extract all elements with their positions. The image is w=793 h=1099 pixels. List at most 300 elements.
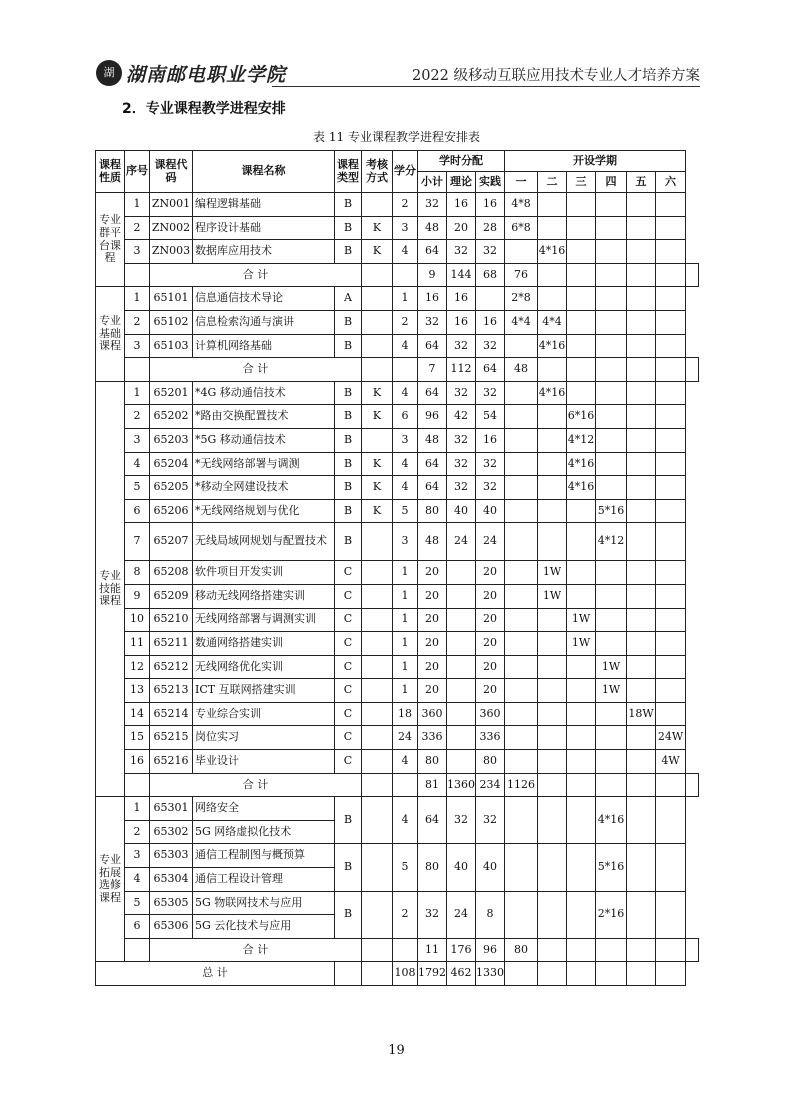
course-name-cell: 数通网络搭建实训 (193, 632, 335, 656)
credit-cell: 4 (393, 797, 418, 844)
credit-cell: 4 (393, 334, 418, 358)
seq-cell: 9 (125, 584, 150, 608)
semester-cell (627, 240, 656, 264)
hours-total-cell: 1792 (418, 962, 447, 986)
course-code-cell: 65205 (150, 476, 193, 500)
hours-total-cell: 20 (418, 561, 447, 585)
course-row (96, 428, 699, 452)
course-row (96, 523, 699, 561)
semester-cell: 2*16 (596, 891, 627, 938)
semester-cell (596, 240, 627, 264)
course-row (96, 193, 699, 217)
semester-cell (627, 287, 656, 311)
course-code-cell: 65211 (150, 632, 193, 656)
semester-cell (656, 381, 686, 405)
semester-cell (567, 381, 596, 405)
semester-cell (596, 381, 627, 405)
course-type-cell: A (335, 287, 362, 311)
course-type-cell: B (335, 452, 362, 476)
hours-theory-cell: 20 (447, 216, 476, 240)
hours-theory-cell (447, 679, 476, 703)
course-name-cell: 通信工程设计管理 (193, 868, 335, 892)
seq-cell: 1 (125, 381, 150, 405)
course-type-cell: B (335, 216, 362, 240)
course-code-cell: 65202 (150, 405, 193, 429)
seq-cell: 3 (125, 240, 150, 264)
course-code-cell: 65204 (150, 452, 193, 476)
hours-total-cell: 32 (418, 193, 447, 217)
semester-cell (567, 891, 596, 938)
course-row (96, 632, 699, 656)
section-title: 2．专业课程教学进程安排 (122, 101, 286, 117)
header-credit: 学分 (393, 151, 418, 193)
exam-method-cell (362, 702, 393, 726)
course-name-cell: 软件项目开发实训 (193, 561, 335, 585)
course-type-cell: B (335, 381, 362, 405)
semester-cell (567, 773, 596, 797)
semester-cell: 1W (567, 608, 596, 632)
semester-cell (656, 938, 686, 962)
course-row (96, 561, 699, 585)
type-cell (335, 962, 362, 986)
hours-practice-cell: 20 (476, 584, 505, 608)
course-code-cell: 65213 (150, 679, 193, 703)
semester-cell (686, 263, 699, 287)
semester-cell (627, 561, 656, 585)
semester-cell (567, 523, 596, 561)
course-name-cell: 编程逻辑基础 (193, 193, 335, 217)
hours-theory-cell: 24 (447, 523, 476, 561)
course-type-cell: B (335, 240, 362, 264)
hours-practice-cell: 80 (476, 750, 505, 774)
seq-cell: 8 (125, 561, 150, 585)
credit-cell: 24 (393, 726, 418, 750)
semester-cell (567, 287, 596, 311)
course-row (96, 452, 699, 476)
subtotal-label: 合 计 (150, 263, 362, 287)
course-code-cell: 65302 (150, 820, 193, 844)
hours-total-cell: 64 (418, 240, 447, 264)
semester-cell (567, 938, 596, 962)
credit-cell: 1 (393, 632, 418, 656)
course-row (96, 381, 699, 405)
type-cell (362, 263, 393, 287)
seq-cell (125, 938, 150, 962)
course-row (96, 797, 699, 821)
header-course-nature: 课程性质 (96, 151, 125, 193)
semester-cell (656, 216, 686, 240)
semester-cell (538, 523, 567, 561)
hours-total-cell: 16 (418, 287, 447, 311)
semester-cell: 4*16 (538, 334, 567, 358)
header-semester-3: 三 (567, 172, 596, 193)
semester-cell (627, 844, 656, 891)
semester-cell (596, 938, 627, 962)
credit-cell: 7 (418, 358, 447, 382)
seq-cell: 2 (125, 310, 150, 334)
course-type-cell: C (335, 608, 362, 632)
course-name-cell: ICT 互联网搭建实训 (193, 679, 335, 703)
hours-theory-cell: 32 (447, 797, 476, 844)
semester-cell (505, 240, 538, 264)
header-exam-method: 考核方式 (362, 151, 393, 193)
semester-cell (656, 844, 686, 891)
seq-cell: 3 (125, 844, 150, 868)
semester-cell (656, 428, 686, 452)
semester-cell: 4*16 (567, 452, 596, 476)
hours-total-cell: 80 (418, 750, 447, 774)
semester-cell: 18W (627, 702, 656, 726)
semester-cell (627, 891, 656, 938)
course-name-cell: 5G 网络虚拟化技术 (193, 820, 335, 844)
exam-method-cell (362, 750, 393, 774)
credit-cell: 1 (393, 584, 418, 608)
hours-practice-cell: 32 (476, 240, 505, 264)
credit-cell: 9 (418, 263, 447, 287)
semester-cell (538, 844, 567, 891)
seq-cell: 6 (125, 915, 150, 939)
semester-cell (567, 679, 596, 703)
hours-theory-cell: 32 (447, 428, 476, 452)
header-course-type: 课程类型 (335, 151, 362, 193)
exam-method-cell (362, 679, 393, 703)
semester-cell (656, 263, 686, 287)
course-row (96, 702, 699, 726)
credit-cell: 81 (418, 773, 447, 797)
exam-cell (393, 358, 418, 382)
seq-cell: 2 (125, 216, 150, 240)
semester-cell (505, 844, 538, 891)
course-code-cell: 65306 (150, 915, 193, 939)
semester-cell (505, 381, 538, 405)
hours-practice-cell: 16 (476, 428, 505, 452)
hours-theory-cell: 40 (447, 844, 476, 891)
subtotal-label: 合 计 (150, 938, 362, 962)
semester-cell: 1W (567, 632, 596, 656)
semester-cell (596, 334, 627, 358)
course-name-cell: 专业综合实训 (193, 702, 335, 726)
hours-theory-cell: 40 (447, 499, 476, 523)
semester-cell (538, 773, 567, 797)
course-code-cell: 65207 (150, 523, 193, 561)
hours-theory-cell: 16 (447, 310, 476, 334)
course-name-cell: *无线网络规划与优化 (193, 499, 335, 523)
course-code-cell: 65203 (150, 428, 193, 452)
exam-method-cell (362, 726, 393, 750)
hours-practice-cell: 20 (476, 655, 505, 679)
semester-cell (596, 702, 627, 726)
hours-total-cell: 80 (418, 499, 447, 523)
semester-cell (656, 499, 686, 523)
exam-cell (362, 962, 393, 986)
semester-cell (538, 499, 567, 523)
semester-cell (538, 726, 567, 750)
semester-cell (656, 452, 686, 476)
credit-cell: 4 (393, 452, 418, 476)
semester-cell (538, 358, 567, 382)
semester-cell (596, 726, 627, 750)
semester-cell (567, 962, 596, 986)
course-name-cell: 移动无线网络搭建实训 (193, 584, 335, 608)
course-code-cell: ZN002 (150, 216, 193, 240)
semester-cell (656, 561, 686, 585)
semester-cell (505, 405, 538, 429)
semester-cell (686, 358, 699, 382)
grand-total-row (96, 962, 699, 986)
credit-cell: 4 (393, 240, 418, 264)
hours-theory-cell: 32 (447, 240, 476, 264)
semester-cell (656, 632, 686, 656)
semester-cell (567, 334, 596, 358)
course-code-cell: 65305 (150, 891, 193, 915)
course-row (96, 216, 699, 240)
exam-method-cell: K (362, 216, 393, 240)
header-seq: 序号 (125, 151, 150, 193)
hours-practice-cell: 336 (476, 726, 505, 750)
course-type-cell: C (335, 679, 362, 703)
semester-cell: 4*12 (567, 428, 596, 452)
course-row (96, 608, 699, 632)
document-title: 2022 级移动互联应用技术专业人才培养方案 (411, 68, 700, 84)
hours-practice-cell: 48 (505, 358, 538, 382)
page-header (96, 58, 700, 88)
semester-cell (656, 334, 686, 358)
course-row (96, 679, 699, 703)
semester-cell (656, 193, 686, 217)
semester-cell (596, 263, 627, 287)
course-type-cell: C (335, 632, 362, 656)
seq-cell: 6 (125, 499, 150, 523)
hours-theory-cell: 96 (476, 938, 505, 962)
hours-total-cell: 48 (418, 523, 447, 561)
hours-practice-cell: 80 (505, 938, 538, 962)
hours-theory-cell: 32 (447, 381, 476, 405)
hours-theory-cell: 24 (447, 891, 476, 938)
seq-cell: 12 (125, 655, 150, 679)
semester-cell (596, 405, 627, 429)
seq-cell: 15 (125, 726, 150, 750)
course-row (96, 844, 699, 868)
semester-cell (627, 334, 656, 358)
hours-total-cell: 112 (447, 358, 476, 382)
semester-cell (656, 773, 686, 797)
semester-cell (505, 679, 538, 703)
semester-cell (505, 655, 538, 679)
semester-cell (505, 499, 538, 523)
seq-cell: 3 (125, 334, 150, 358)
exam-method-cell (362, 428, 393, 452)
credit-cell: 2 (393, 891, 418, 938)
credit-cell: 1 (393, 287, 418, 311)
credit-cell: 2 (393, 193, 418, 217)
semester-cell (538, 891, 567, 938)
semester-cell: 2*8 (505, 287, 538, 311)
semester-cell (656, 584, 686, 608)
semester-cell: 4*16 (567, 476, 596, 500)
credit-cell: 4 (393, 476, 418, 500)
course-type-cell: C (335, 702, 362, 726)
exam-method-cell (362, 334, 393, 358)
exam-method-cell (362, 608, 393, 632)
semester-cell (505, 428, 538, 452)
hours-total-cell: 80 (418, 844, 447, 891)
hours-total-cell: 144 (447, 263, 476, 287)
semester-cell (567, 844, 596, 891)
semester-cell (567, 584, 596, 608)
course-code-cell: 65214 (150, 702, 193, 726)
course-row (96, 891, 699, 915)
hours-practice-cell: 8 (476, 891, 505, 938)
course-type-cell: B (335, 797, 362, 844)
hours-practice-cell: 20 (476, 632, 505, 656)
hours-total-cell: 1360 (447, 773, 476, 797)
semester-cell (505, 632, 538, 656)
semester-cell (538, 405, 567, 429)
semester-cell: 4*4 (538, 310, 567, 334)
semester-cell (656, 797, 686, 844)
hours-theory-cell (447, 655, 476, 679)
seq-cell: 2 (125, 405, 150, 429)
course-code-cell: 65210 (150, 608, 193, 632)
semester-cell (596, 608, 627, 632)
exam-method-cell: K (362, 452, 393, 476)
semester-cell (627, 632, 656, 656)
semester-cell (567, 750, 596, 774)
semester-cell (627, 476, 656, 500)
semester-cell (627, 797, 656, 844)
hours-total-cell: 64 (418, 334, 447, 358)
hours-total-cell: 176 (447, 938, 476, 962)
course-name-cell: *4G 移动通信技术 (193, 381, 335, 405)
exam-method-cell (362, 844, 393, 891)
semester-cell (627, 263, 656, 287)
semester-cell (656, 679, 686, 703)
semester-cell (538, 452, 567, 476)
course-name-cell: 程序设计基础 (193, 216, 335, 240)
semester-cell (505, 476, 538, 500)
course-row (96, 655, 699, 679)
credit-cell: 108 (393, 962, 418, 986)
hours-total-cell: 336 (418, 726, 447, 750)
semester-cell: 1W (538, 561, 567, 585)
credit-cell: 5 (393, 499, 418, 523)
semester-cell (627, 608, 656, 632)
credit-cell: 1 (393, 655, 418, 679)
hours-total-cell: 64 (418, 476, 447, 500)
hours-practice-cell: 20 (476, 679, 505, 703)
course-type-cell: C (335, 726, 362, 750)
college-logo-text: 湖南邮电职业学院 (126, 64, 287, 86)
subtotal-row (96, 938, 699, 962)
semester-cell (538, 702, 567, 726)
subtotal-row (96, 358, 699, 382)
course-row (96, 499, 699, 523)
course-name-cell: 5G 物联网技术与应用 (193, 891, 335, 915)
semester-cell (567, 310, 596, 334)
hours-theory-cell: 42 (447, 405, 476, 429)
credit-cell: 1 (393, 561, 418, 585)
semester-cell: 6*8 (505, 216, 538, 240)
hours-practice-cell: 28 (476, 216, 505, 240)
semester-cell (627, 773, 656, 797)
hours-practice-cell: 20 (476, 561, 505, 585)
subtotal-label: 合 计 (150, 358, 362, 382)
semester-cell (596, 287, 627, 311)
semester-cell: 24W (656, 726, 686, 750)
semester-cell (656, 358, 686, 382)
course-type-cell: B (335, 405, 362, 429)
seq-cell: 1 (125, 193, 150, 217)
seq-cell: 2 (125, 820, 150, 844)
semester-cell (656, 523, 686, 561)
hours-total-cell: 20 (418, 679, 447, 703)
semester-cell: 4*16 (538, 240, 567, 264)
semester-cell (567, 216, 596, 240)
hours-practice-cell: 32 (476, 797, 505, 844)
course-type-cell: B (335, 891, 362, 938)
header-hours-practice: 实践 (476, 172, 505, 193)
course-code-cell: 65208 (150, 561, 193, 585)
course-row (96, 405, 699, 429)
credit-cell: 4 (393, 750, 418, 774)
seq-cell (125, 358, 150, 382)
seq-cell: 14 (125, 702, 150, 726)
course-code-cell: 65103 (150, 334, 193, 358)
hours-total-cell: 48 (418, 216, 447, 240)
semester-cell (505, 891, 538, 938)
hours-theory-cell: 16 (447, 193, 476, 217)
semester-cell (627, 499, 656, 523)
exam-method-cell: K (362, 381, 393, 405)
course-name-cell: 无线网络部署与调测实训 (193, 608, 335, 632)
semester-cell (596, 773, 627, 797)
semester-cell (505, 750, 538, 774)
hours-practice-cell: 16 (476, 310, 505, 334)
semester-cell (538, 608, 567, 632)
course-code-cell: 65101 (150, 287, 193, 311)
hours-theory-cell: 16 (447, 287, 476, 311)
credit-cell: 1 (393, 679, 418, 703)
course-name-cell: 5G 云化技术与应用 (193, 915, 335, 939)
hours-total-cell: 32 (418, 891, 447, 938)
exam-method-cell (362, 310, 393, 334)
course-nature-cell: 专业拓展选修课程 (96, 797, 125, 962)
semester-cell (656, 310, 686, 334)
semester-cell (627, 726, 656, 750)
hours-total-cell: 20 (418, 632, 447, 656)
credit-cell: 2 (393, 310, 418, 334)
hours-total-cell: 360 (418, 702, 447, 726)
seq-cell: 10 (125, 608, 150, 632)
course-code-cell: 65301 (150, 797, 193, 821)
type-cell (362, 358, 393, 382)
semester-cell (627, 750, 656, 774)
semester-cell (505, 334, 538, 358)
course-name-cell: *移动全网建设技术 (193, 476, 335, 500)
credit-cell: 5 (393, 844, 418, 891)
semester-cell: 4*16 (596, 797, 627, 844)
semester-cell (505, 702, 538, 726)
course-name-cell: 通信工程制图与概预算 (193, 844, 335, 868)
credit-cell: 3 (393, 216, 418, 240)
exam-method-cell: K (362, 240, 393, 264)
semester-cell (627, 310, 656, 334)
exam-method-cell (362, 797, 393, 844)
semester-cell (538, 632, 567, 656)
exam-cell (393, 938, 418, 962)
course-code-cell: 65201 (150, 381, 193, 405)
hours-theory-cell (447, 632, 476, 656)
